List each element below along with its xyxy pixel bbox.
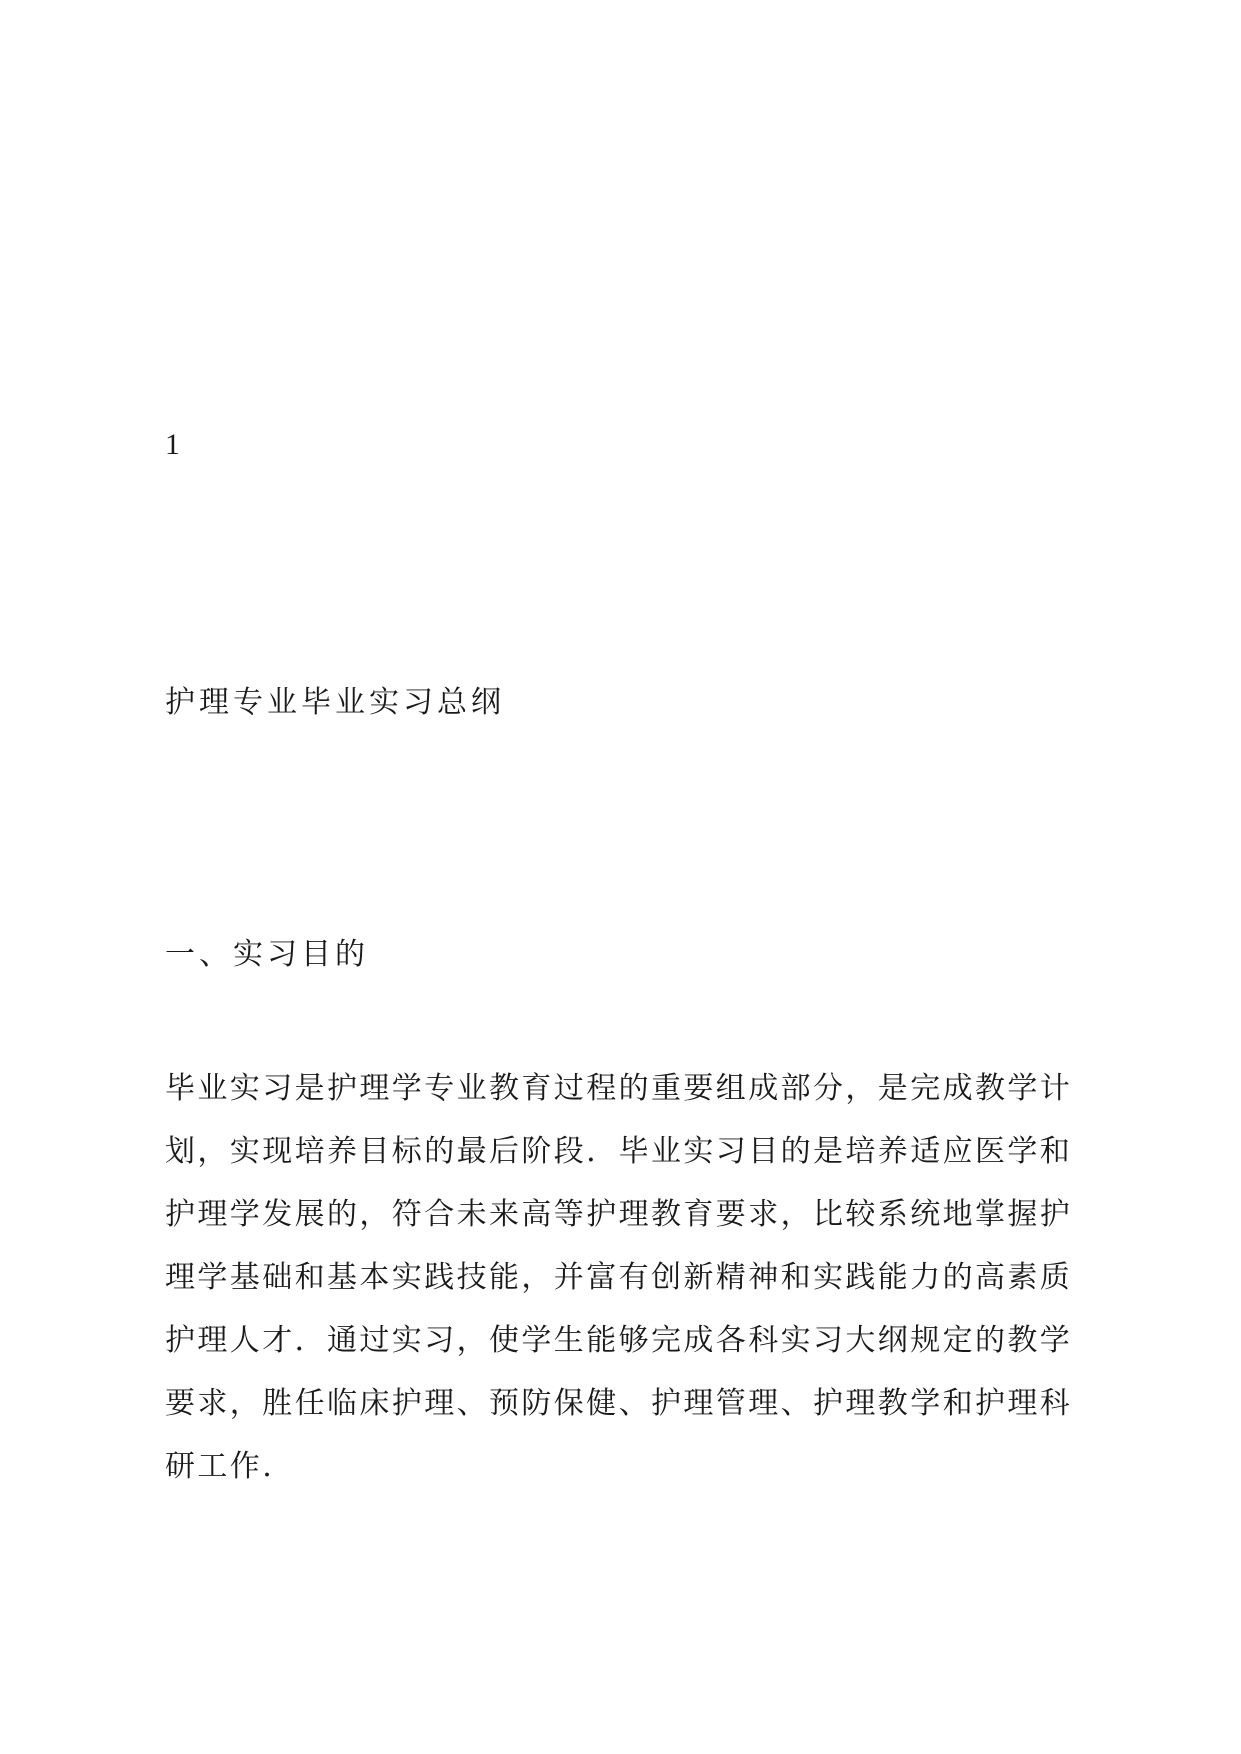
- body-paragraph: [165, 1057, 1100, 1498]
- section-heading: 一、实习目的: [165, 937, 369, 972]
- paragraph-line: 划，实现培养目标的最后阶段．毕业实习目的是培养适应医学和: [165, 1134, 1073, 1169]
- document-title: 护理专业毕业实习总纲: [165, 685, 505, 720]
- paragraph-line: 理学基础和基本实践技能，并富有创新精神和实践能力的高素质: [165, 1260, 1073, 1295]
- paragraph-line: 研工作.: [165, 1449, 275, 1484]
- paragraph-line: 毕业实习是护理学专业教育过程的重要组成部分，是完成教学计: [165, 1071, 1073, 1106]
- page-number: 1: [165, 428, 180, 461]
- paragraph-line: 要求，胜任临床护理、预防保健、护理管理、护理教学和护理科: [165, 1386, 1073, 1421]
- paragraph-line: 护理学发展的，符合未来高等护理教育要求，比较系统地掌握护: [165, 1197, 1073, 1232]
- paragraph-line: 护理人才．通过实习，使学生能够完成各科实习大纲规定的教学: [165, 1323, 1073, 1358]
